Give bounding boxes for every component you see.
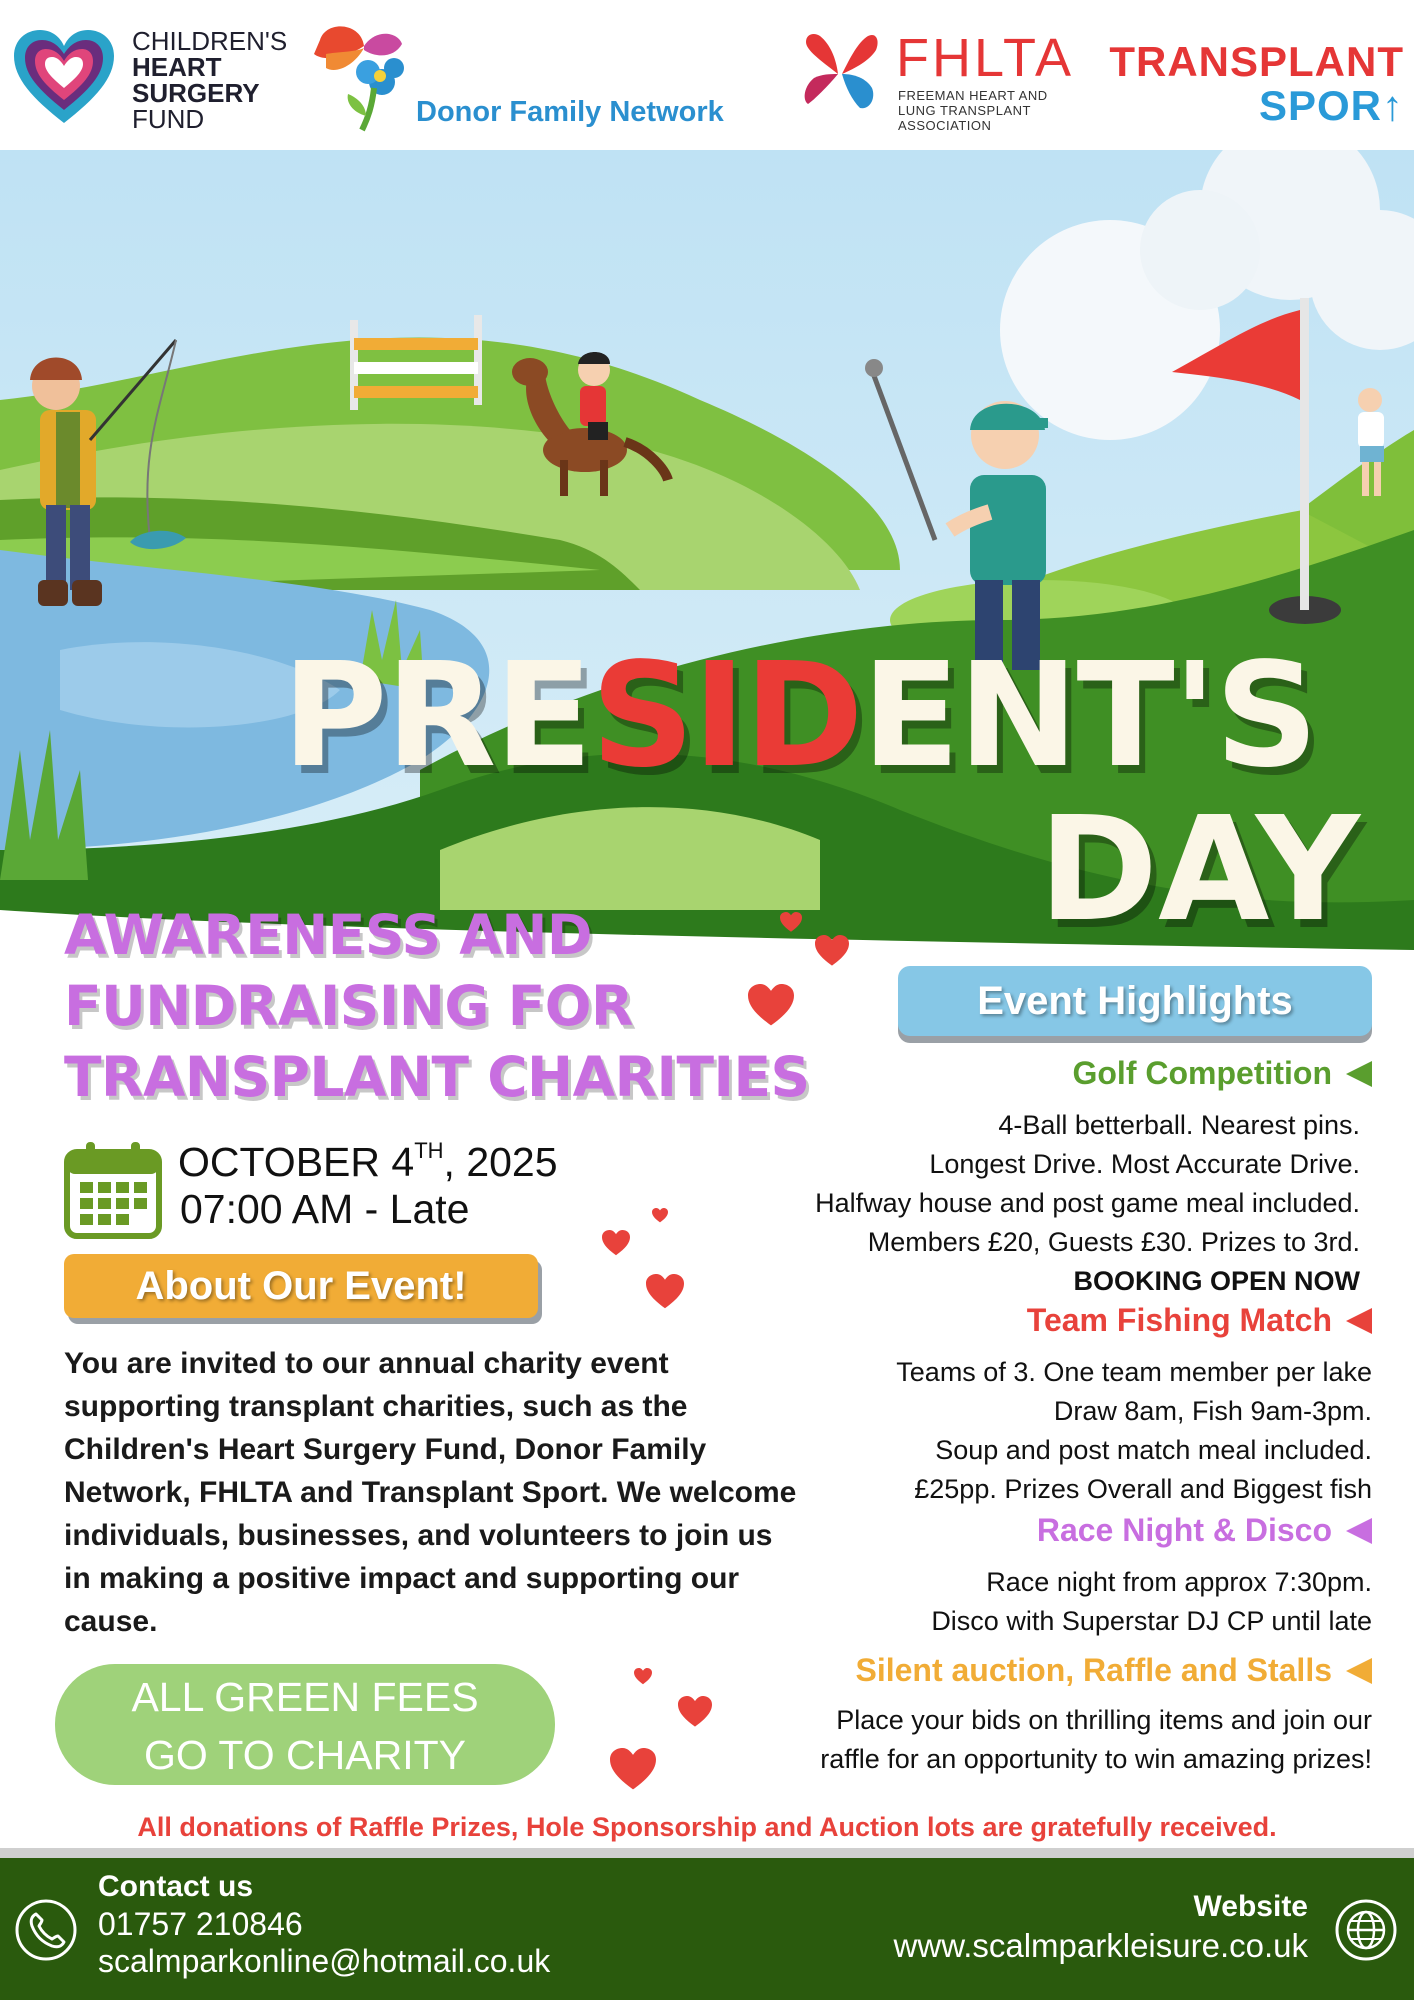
awareness-heading [64, 900, 904, 1113]
chsf-line2: HEART [132, 52, 222, 82]
golf-line: 4-Ball betterball. Nearest pins. [998, 1110, 1360, 1140]
triangle-left-icon [1346, 1061, 1372, 1087]
transplant-sport-line2: SPOR↑ [1258, 82, 1404, 129]
dfn-name: Donor Family Network [416, 96, 724, 128]
fishing-title-text: Team Fishing Match [1026, 1302, 1332, 1338]
silent-auction-title [855, 1652, 1372, 1689]
triangle-left-icon [1346, 1308, 1372, 1334]
event-highlights-heading: Event Highlights [898, 966, 1372, 1036]
chsf-line4: FUND [132, 104, 205, 134]
date-year: , 2025 [443, 1139, 558, 1185]
about-event-button: About Our Event! [64, 1254, 538, 1318]
event-date [178, 1138, 558, 1186]
contact-email[interactable]: scalmparkonline@hotmail.co.uk [98, 1943, 551, 1979]
triangle-left-icon [1346, 1658, 1372, 1684]
transplant-sport-line1: TRANSPLANT [1109, 38, 1404, 85]
race-night-title [1037, 1512, 1372, 1549]
contact-phone[interactable]: 01757 210846 [98, 1906, 303, 1942]
contact-block [98, 1868, 550, 1980]
race-title-text: Race Night & Disco [1036, 1512, 1332, 1548]
awareness-line2: FUNDRAISING FOR [64, 974, 633, 1038]
fishing-line: Draw 8am, Fish 9am-3pm. [1053, 1396, 1372, 1426]
chsf-line3: SURGERY [132, 78, 260, 108]
title-part2: SID [590, 631, 862, 799]
donations-note: All donations of Raffle Prizes, Hole Sponsorship and Auction lots are gratefully received. [137, 1812, 1277, 1842]
footer-divider [0, 1848, 1414, 1858]
golf-line: Longest Drive. Most Accurate Drive. [929, 1149, 1360, 1179]
green-fees-line2: GO TO CHARITY [144, 1732, 466, 1778]
website-block [894, 1888, 1308, 1966]
awareness-line1: AWARENESS AND [64, 903, 593, 967]
chsf-line1: CHILDREN'S [132, 26, 288, 56]
fishing-line: Soup and post match meal included. [935, 1435, 1372, 1465]
golf-details [660, 1106, 1360, 1301]
auction-line: raffle for an opportunity to win amazing prizes! [820, 1744, 1372, 1774]
globe-icon [1334, 1898, 1398, 1962]
fishing-details [672, 1353, 1372, 1509]
event-time: 07:00 AM - Late [180, 1186, 470, 1232]
golf-title-text: Golf Competition [1072, 1055, 1332, 1091]
website-link[interactable]: www.scalmparkleisure.co.uk [893, 1927, 1308, 1964]
golf-competition-title [1072, 1055, 1372, 1092]
phone-icon [14, 1898, 78, 1962]
golf-booking: BOOKING OPEN NOW [1073, 1266, 1360, 1296]
golf-line: Halfway house and post game meal included. [815, 1188, 1360, 1218]
awareness-line3: TRANSPLANT CHARITIES [64, 1045, 810, 1109]
about-event-text: You are invited to our annual charity event supporting transplant charities, such as the Children's Heart Surgery Fund, Donor Family Network, FHLTA and Transplant Sport. We welcome individuals, businesses, and volunteers to join us in making a positive impact and supporting our cause. [64, 1347, 797, 1638]
fhlta-sub3: ASSOCIATION [898, 118, 992, 133]
race-line: Disco with Superstar DJ CP until late [931, 1606, 1372, 1636]
auction-details [612, 1701, 1372, 1779]
heart-decor [634, 1668, 652, 1684]
auction-line: Place your bids on thrilling items and join our [836, 1705, 1372, 1735]
title-part1: PRE [282, 631, 591, 799]
green-fees-badge [55, 1664, 555, 1785]
golf-line: Members £20, Guests £30. Prizes to 3rd. [867, 1227, 1360, 1257]
website-heading: Website [1193, 1890, 1308, 1923]
heart-decor [602, 1230, 630, 1255]
green-fees-line1: ALL GREEN FEES [131, 1674, 479, 1720]
fishing-line: Teams of 3. One team member per lake [896, 1357, 1372, 1387]
auction-title-text: Silent auction, Raffle and Stalls [855, 1652, 1332, 1688]
contact-heading: Contact us [98, 1870, 254, 1903]
date-day: OCTOBER 4 [178, 1139, 415, 1185]
fishing-line: £25pp. Prizes Overall and Biggest fish [914, 1474, 1372, 1504]
fhlta-sub2: LUNG TRANSPLANT [898, 103, 1031, 118]
fhlta-sub1: FREEMAN HEART AND [898, 88, 1048, 103]
date-suffix: TH [414, 1138, 444, 1163]
fishing-match-title [1027, 1302, 1372, 1339]
title-part3: ENT'S [861, 631, 1317, 799]
race-line: Race night from approx 7:30pm. [986, 1567, 1372, 1597]
fhlta-name: FHLTA [896, 28, 1075, 88]
calendar-icon [64, 1140, 162, 1240]
triangle-left-icon [1346, 1518, 1372, 1544]
title-day: DAY [1038, 785, 1360, 953]
footer [0, 1858, 1414, 2000]
race-details [672, 1563, 1372, 1641]
